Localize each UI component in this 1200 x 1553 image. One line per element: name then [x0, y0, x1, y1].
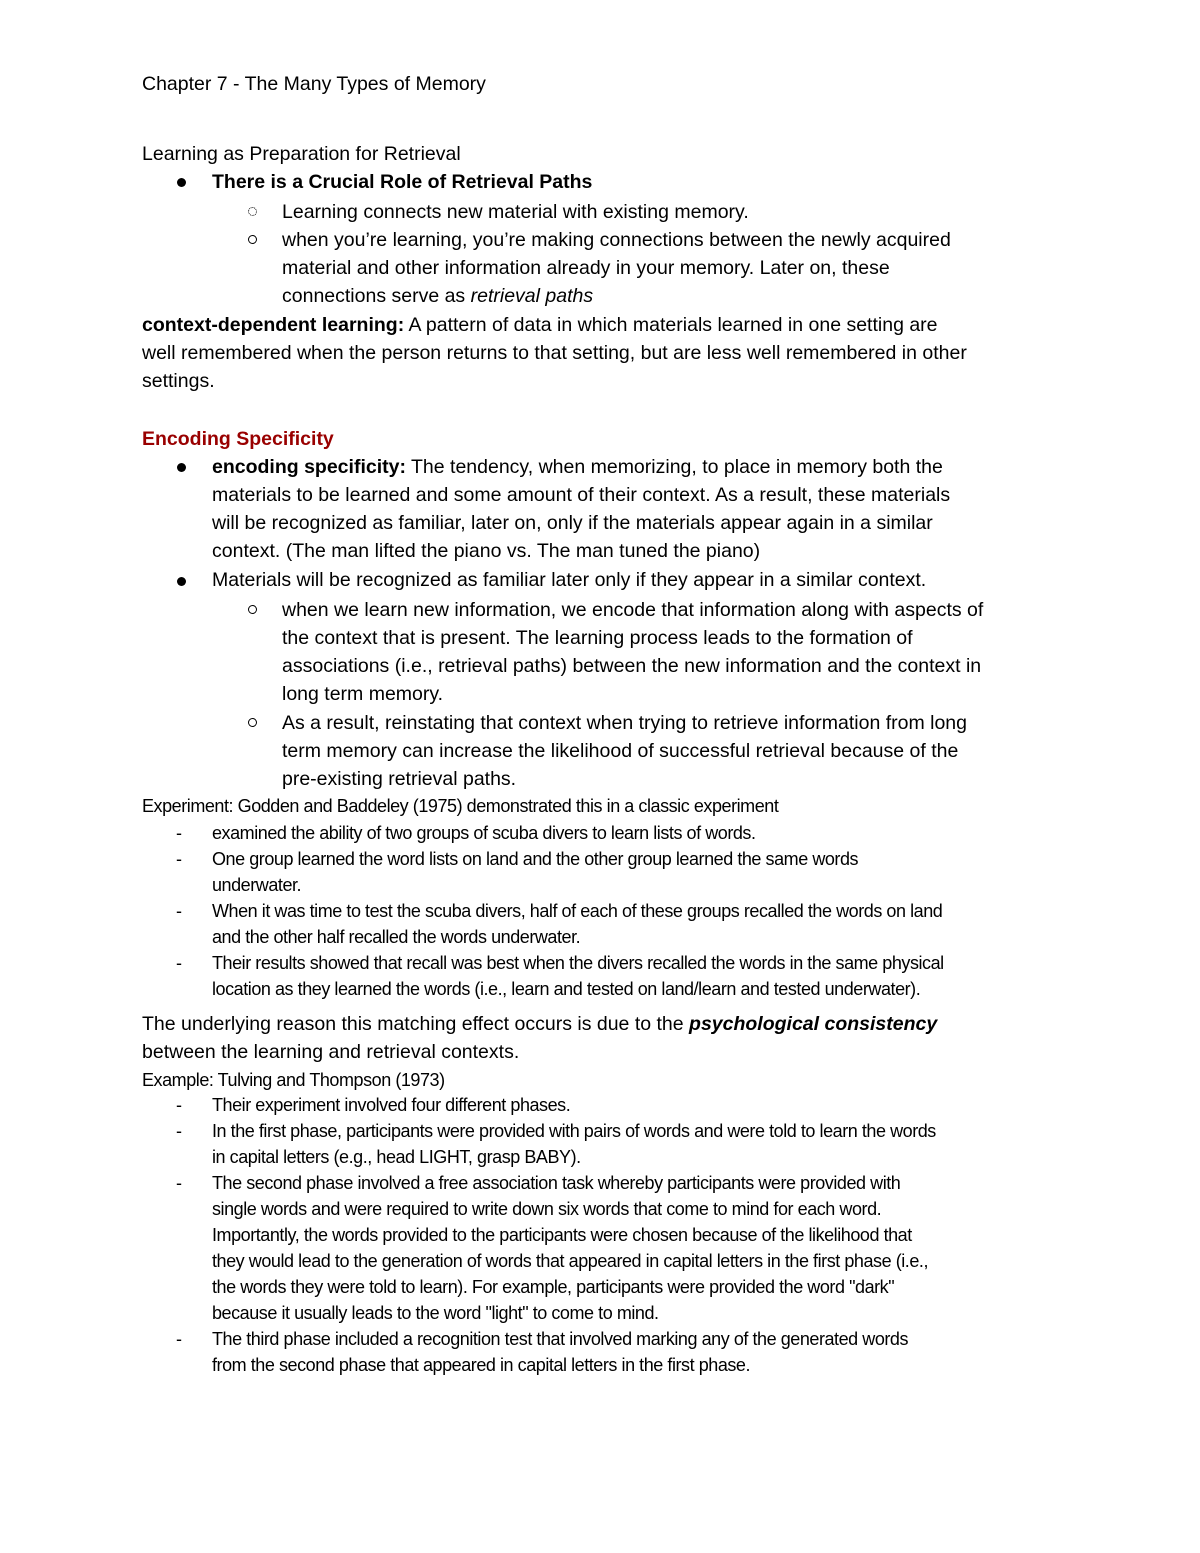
- bullet-encoding-specificity: [212, 453, 943, 481]
- dash-marker: -: [176, 953, 182, 973]
- list-item: and the other half recalled the words underwater.: [212, 927, 581, 947]
- definition-term: encoding specificity:: [212, 456, 406, 478]
- definition-term: context-dependent learning:: [142, 314, 405, 336]
- underlying-reason: [142, 1010, 937, 1038]
- bullet-icon: [177, 178, 186, 187]
- list-item: Their results showed that recall was best when the divers recalled the words in the same physical: [212, 953, 944, 973]
- bullet-text: Materials will be recognized as familiar later only if they appear in a similar context.: [212, 569, 927, 591]
- bullet-text: context. (The man lifted the piano vs. The man tuned the piano): [212, 540, 761, 562]
- dash-marker: -: [176, 823, 182, 843]
- sub-bullet-text: associations (i.e., retrieval paths) between the new information and the context in: [282, 655, 982, 677]
- dash-marker: -: [176, 1121, 182, 1141]
- definition-text: A pattern of data in which materials learned in one setting are: [404, 314, 938, 336]
- text-run: The underlying reason this matching effect occurs is due to the: [142, 1013, 690, 1035]
- experiment-intro: Experiment: Godden and Baddeley (1975) demonstrated this in a classic experiment: [142, 796, 779, 816]
- list-item: In the first phase, participants were provided with pairs of words and were told to learn the words: [212, 1121, 936, 1141]
- sub-bullet-text: the context that is present. The learning process leads to the formation of: [282, 627, 913, 649]
- list-item: from the second phase that appeared in capital letters in the first phase.: [212, 1355, 751, 1375]
- list-item: they would lead to the generation of words that appeared in capital letters in the first phase (i.e.,: [212, 1251, 929, 1271]
- definition-text: well remembered when the person returns to that setting, but are less well remembered in other: [142, 342, 967, 364]
- list-item: location as they learned the words (i.e., learn and tested on land/learn and tested underwater).: [212, 979, 921, 999]
- list-item: The third phase included a recognition test that involved marking any of the generated words: [212, 1329, 909, 1349]
- definition-context-dependent: [142, 311, 938, 339]
- section-heading-encoding-specificity: Encoding Specificity: [142, 428, 334, 450]
- list-item: single words and were required to write down six words that come to mind for each word.: [212, 1199, 882, 1219]
- bullet-icon: [177, 577, 186, 586]
- sub-bullet-text: when we learn new information, we encode that information along with aspects of: [282, 599, 984, 621]
- dash-marker: -: [176, 1095, 182, 1115]
- section-heading-retrieval: Learning as Preparation for Retrieval: [142, 143, 461, 165]
- sub-bullet-text: material and other information already in your memory. Later on, these: [282, 257, 890, 279]
- sub-bullet-text: [282, 282, 593, 310]
- emphasis-term: psychological consistency: [689, 1013, 938, 1035]
- sub-bullet-icon: [248, 718, 257, 727]
- definition-text: settings.: [142, 370, 215, 392]
- bullet-retrieval-paths: There is a Crucial Role of Retrieval Paths: [212, 171, 593, 193]
- list-item: When it was time to test the scuba divers, half of each of these groups recalled the words on land: [212, 901, 943, 921]
- sub-bullet-icon: [248, 235, 257, 244]
- list-item: One group learned the word lists on land and the other group learned the same words: [212, 849, 859, 869]
- sub-bullet-text: term memory can increase the likelihood of successful retrieval because of the: [282, 740, 959, 762]
- bullet-icon: [177, 463, 186, 472]
- bullet-text: will be recognized as familiar, later on, only if the materials appear again in a similar: [212, 512, 933, 534]
- bullet-text: materials to be learned and some amount of their context. As a result, these materials: [212, 484, 951, 506]
- list-item: examined the ability of two groups of scuba divers to learn lists of words.: [212, 823, 756, 843]
- sub-bullet-text: when you’re learning, you’re making connections between the newly acquired: [282, 229, 951, 251]
- list-item: Their experiment involved four different phases.: [212, 1095, 571, 1115]
- text-run: connections serve as: [282, 285, 471, 307]
- italic-term: retrieval paths: [470, 285, 594, 307]
- sub-bullet-text: Learning connects new material with existing memory.: [282, 201, 749, 223]
- dash-marker: -: [176, 849, 182, 869]
- list-item: in capital letters (e.g., head LIGHT, grasp BABY).: [212, 1147, 581, 1167]
- sub-bullet-text: long term memory.: [282, 683, 444, 705]
- dash-marker: -: [176, 1173, 182, 1193]
- list-item: The second phase involved a free association task whereby participants were provided with: [212, 1173, 901, 1193]
- list-item: the words they were told to learn). For example, participants were provided the word "dark": [212, 1277, 895, 1297]
- definition-text: The tendency, when memorizing, to place in memory both the: [405, 456, 943, 478]
- list-item: Importantly, the words provided to the participants were chosen because of the likelihood that: [212, 1225, 912, 1245]
- sub-bullet-text: As a result, reinstating that context when trying to retrieve information from long: [282, 712, 967, 734]
- sub-bullet-text: pre-existing retrieval paths.: [282, 768, 517, 790]
- document-title: Chapter 7 - The Many Types of Memory: [142, 73, 486, 95]
- list-item: because it usually leads to the word "light" to come to mind.: [212, 1303, 659, 1323]
- underlying-reason-text: between the learning and retrieval contexts.: [142, 1041, 520, 1063]
- dash-marker: -: [176, 901, 182, 921]
- list-item: underwater.: [212, 875, 302, 895]
- sub-bullet-icon: [248, 605, 257, 614]
- sub-bullet-icon: [248, 207, 257, 216]
- dash-marker: -: [176, 1329, 182, 1349]
- example-intro: Example: Tulving and Thompson (1973): [142, 1070, 445, 1090]
